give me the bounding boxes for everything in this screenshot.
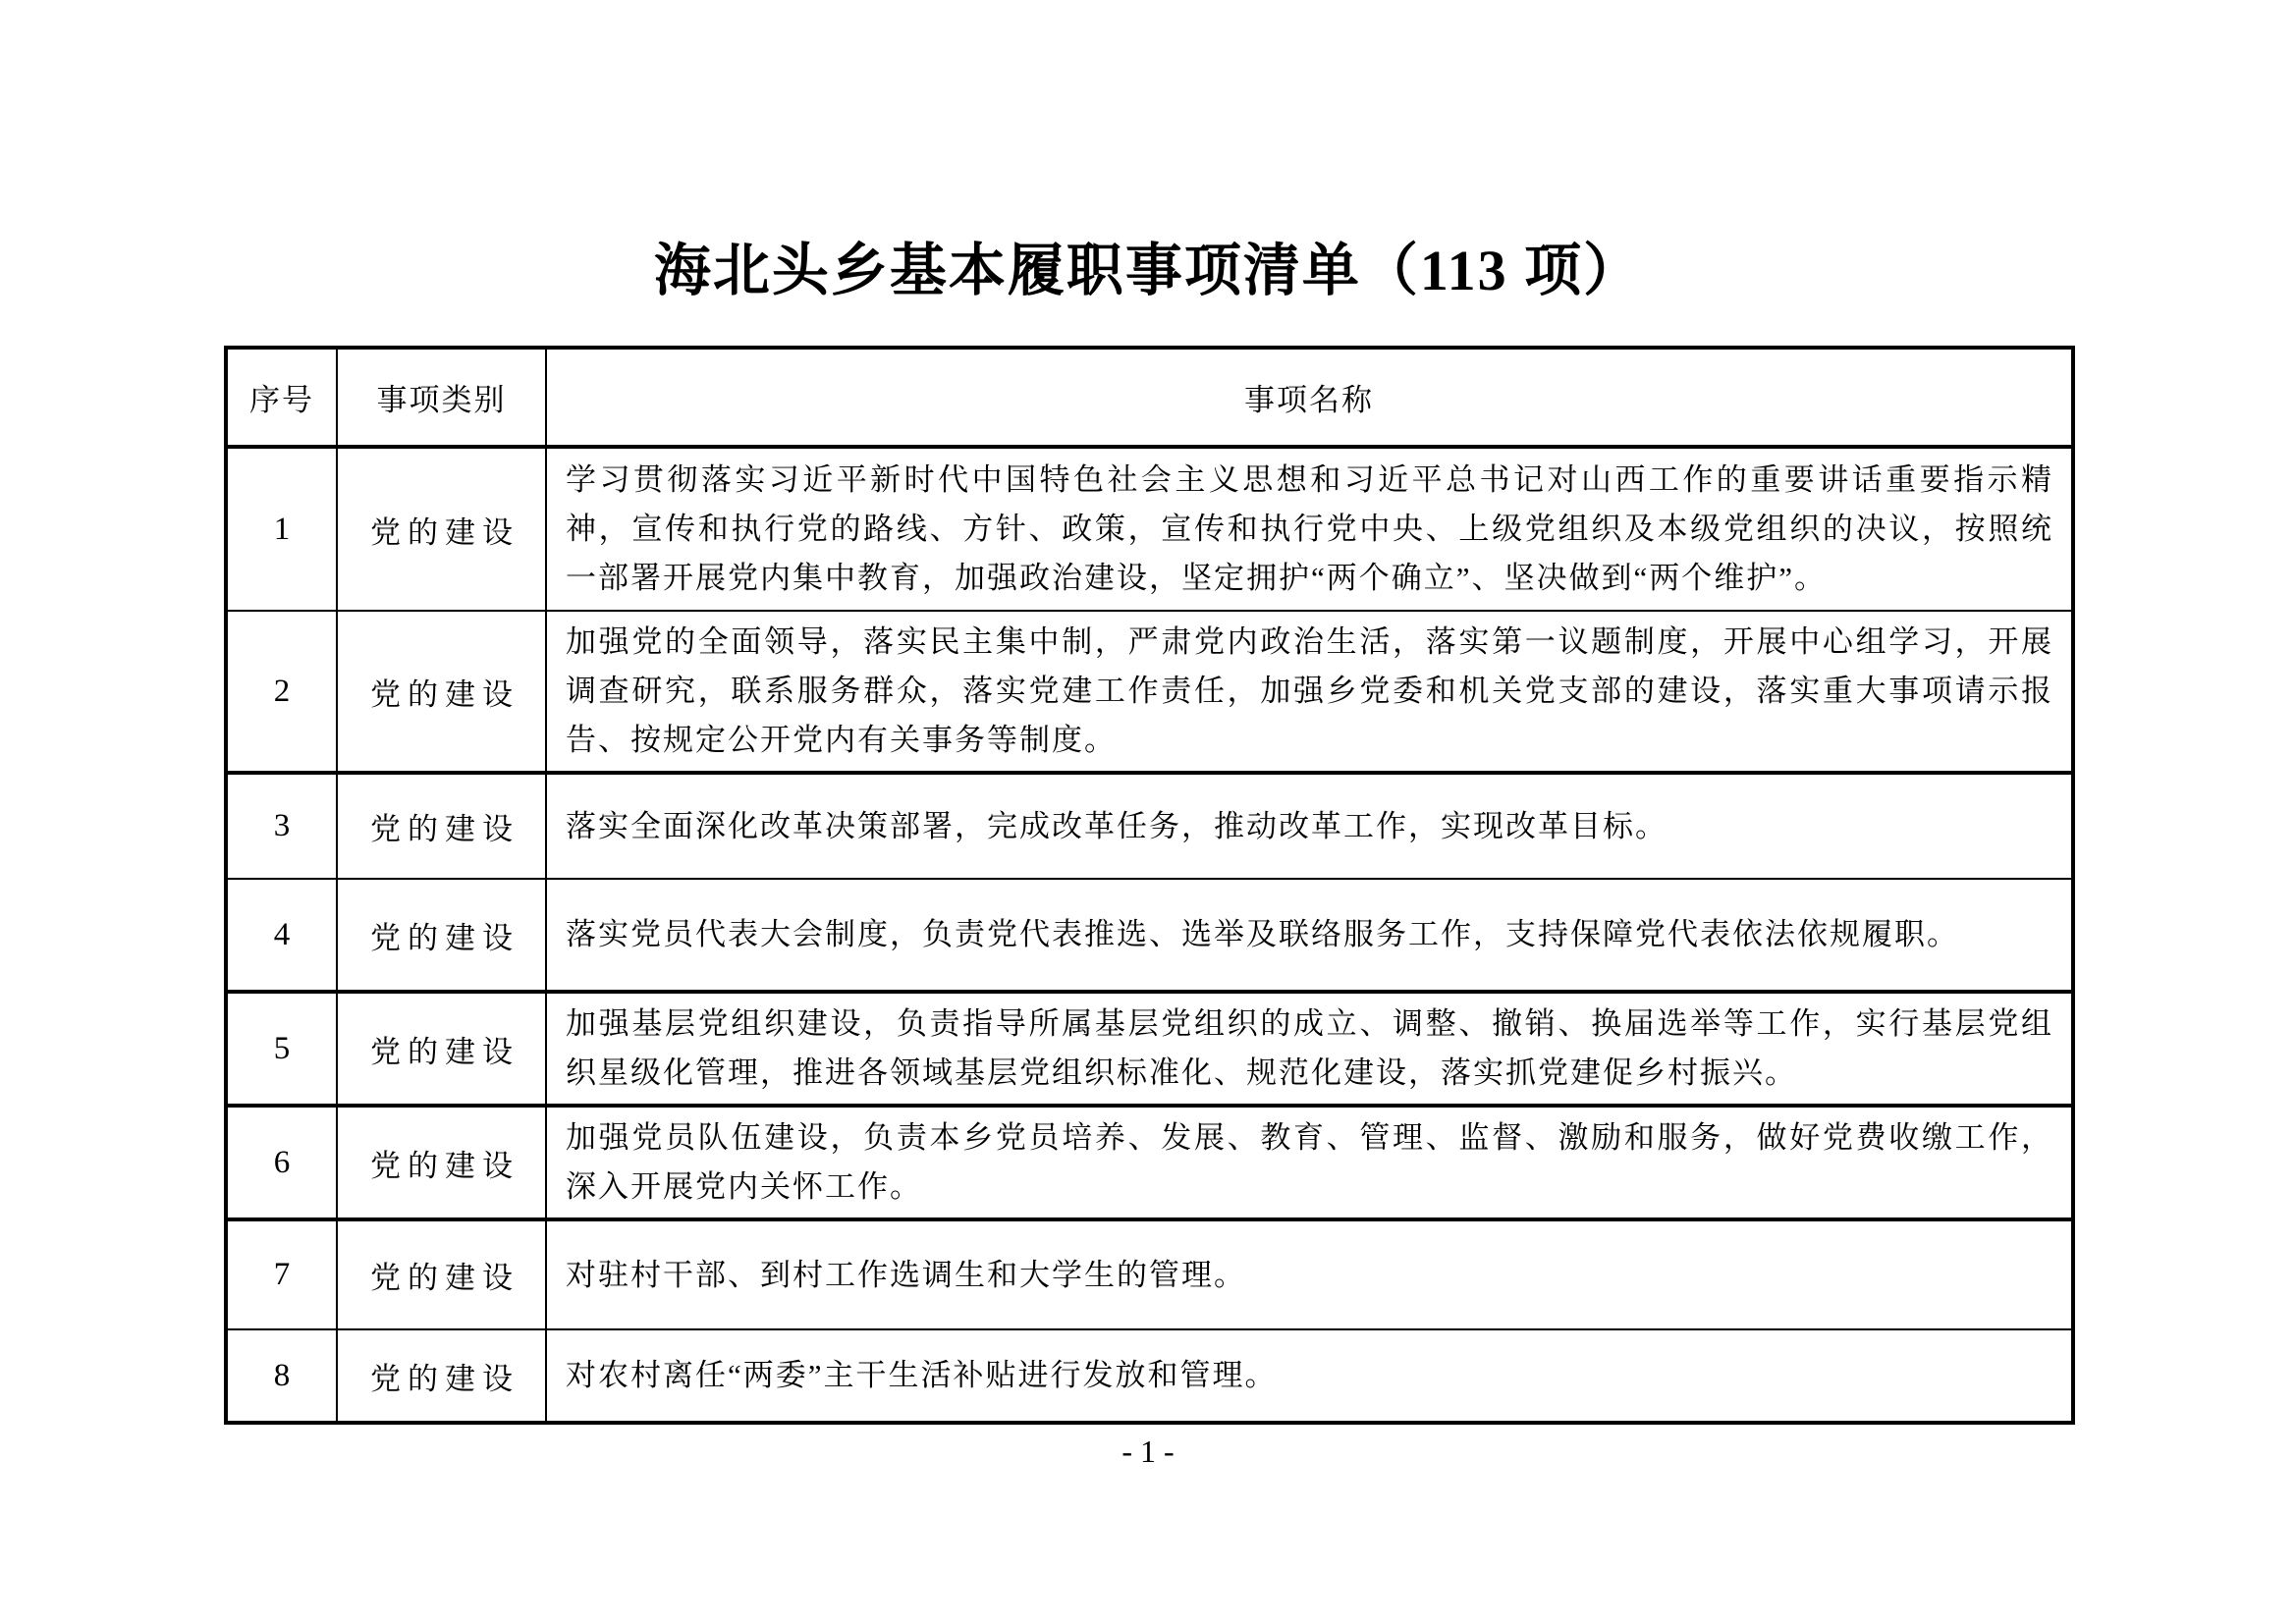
cell-seq-number: 7 — [226, 1219, 337, 1329]
cell-item-name: 加强基层党组织建设，负责指导所属基层党组织的成立、调整、撤销、换届选举等工作，实行基层党组织星级化管理，推进各领域基层党组织标准化、规范化建设，落实抓党建促乡村振兴。 — [546, 992, 2073, 1106]
table-body — [226, 447, 2073, 1423]
table-header-row — [226, 348, 2073, 447]
cell-seq-number: 8 — [226, 1329, 337, 1423]
table-row — [226, 879, 2073, 992]
table-row — [226, 447, 2073, 611]
cell-seq-number: 2 — [226, 611, 337, 773]
cell-item-category: 党的建设 — [337, 1219, 546, 1329]
table-row — [226, 1106, 2073, 1219]
cell-seq-number: 3 — [226, 773, 337, 879]
cell-item-category: 党的建设 — [337, 611, 546, 773]
cell-item-category: 党的建设 — [337, 773, 546, 879]
page-number: - 1 - — [1121, 1434, 1175, 1469]
cell-item-name: 落实党员代表大会制度，负责党代表推选、选举及联络服务工作，支持保障党代表依法依规履职。 — [546, 879, 2073, 992]
table-row — [226, 992, 2073, 1106]
header-事项类别: 事项类别 — [337, 348, 546, 447]
header-序号: 序号 — [226, 348, 337, 447]
cell-seq-number: 5 — [226, 992, 337, 1106]
document-title: 海北头乡基本履职事项清单（113 项） — [653, 239, 1643, 302]
cell-item-category: 党的建设 — [337, 879, 546, 992]
cell-item-name: 对农村离任“两委”主干生活补贴进行发放和管理。 — [546, 1329, 2073, 1423]
header-事项名称: 事项名称 — [546, 348, 2073, 447]
cell-item-name: 对驻村干部、到村工作选调生和大学生的管理。 — [546, 1219, 2073, 1329]
cell-item-name: 学习贯彻落实习近平新时代中国特色社会主义思想和习近平总书记对山西工作的重要讲话重要指示精神，宣传和执行党的路线、方针、政策，宣传和执行党中央、上级党组织及本级党组织的决议，按照统一部署开展党内集中教育，加强政治建设，坚定拥护“两个确立”、坚决做到“两个维护”。 — [546, 447, 2073, 611]
duty-items-table — [224, 346, 2075, 1425]
cell-item-name: 加强党员队伍建设，负责本乡党员培养、发展、教育、管理、监督、激励和服务，做好党费收缴工作，深入开展党内关怀工作。 — [546, 1106, 2073, 1219]
table-row — [226, 1329, 2073, 1423]
table-row — [226, 611, 2073, 773]
cell-item-name: 加强党的全面领导，落实民主集中制，严肃党内政治生活，落实第一议题制度，开展中心组学习，开展调查研究，联系服务群众，落实党建工作责任，加强乡党委和机关党支部的建设，落实重大事项请示报告、按规定公开党内有关事务等制度。 — [546, 611, 2073, 773]
cell-seq-number: 1 — [226, 447, 337, 611]
cell-item-category: 党的建设 — [337, 447, 546, 611]
cell-item-name: 落实全面深化改革决策部署，完成改革任务，推动改革工作，实现改革目标。 — [546, 773, 2073, 879]
cell-seq-number: 6 — [226, 1106, 337, 1219]
table-row — [226, 1219, 2073, 1329]
cell-item-category: 党的建设 — [337, 1329, 546, 1423]
cell-seq-number: 4 — [226, 879, 337, 992]
cell-item-category: 党的建设 — [337, 992, 546, 1106]
cell-item-category: 党的建设 — [337, 1106, 546, 1219]
table-row — [226, 773, 2073, 879]
